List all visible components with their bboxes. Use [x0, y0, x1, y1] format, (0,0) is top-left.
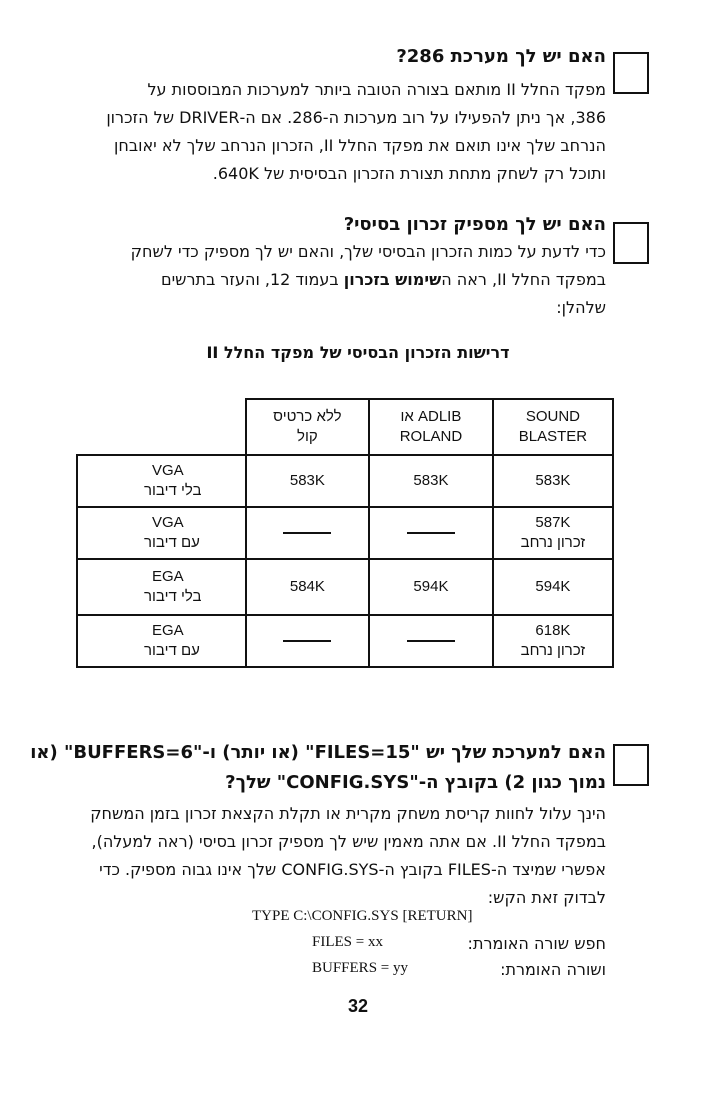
section-body-286 — [44, 76, 606, 188]
table-cell: 584K — [246, 559, 369, 615]
table-cell: 587K זכרון נרחב — [493, 507, 613, 559]
body-line: אפשרי שמיצד ה-FILES בקובץ ה-CONFIG.SYS שלך אינו גבוה מספיק. כדי — [99, 860, 606, 879]
section-heading-config-sys-line2: נמוך כגון 2) בקובץ ה-"CONFIG.SYS" שלך? — [225, 772, 606, 793]
row-label: VGA עם דיבור — [77, 507, 246, 559]
body-line: 386, אך ניתן להפעילו על רוב מערכות ה-286. אם ה-DRIVER של הזכרון — [106, 108, 606, 127]
search-label-buffers: ושורה האומרת: — [500, 960, 606, 979]
body-line: במפקד החלל II, ראה השימוש בזכרון בעמוד 12, והעזר בתרשים — [160, 270, 606, 289]
table-cell: 594K — [369, 559, 493, 615]
table-cell: 583K — [246, 455, 369, 507]
table-row — [77, 615, 613, 667]
search-value-files: FILES = xx — [312, 934, 383, 950]
table-cell: 583K — [369, 455, 493, 507]
dash-mark — [407, 640, 455, 642]
table-cell: 594K — [493, 559, 613, 615]
body-line: לבדוק זאת הקש: — [487, 888, 606, 907]
command-line: TYPE C:\CONFIG.SYS [RETURN] — [252, 908, 473, 924]
row-label: EGA בלי דיבור — [77, 559, 246, 615]
checkbox-config-sys[interactable] — [613, 744, 649, 786]
dash-mark — [283, 640, 331, 642]
search-label-files: חפש שורה האומרת: — [467, 934, 606, 953]
table-cell: 618K זכרון נרחב — [493, 615, 613, 667]
table-row — [77, 559, 613, 615]
checkbox-base-memory[interactable] — [613, 222, 649, 264]
row-label: VGA בלי דיבור — [77, 455, 246, 507]
memory-usage-ref: שימוש בזכרון — [343, 270, 442, 289]
section-heading-286: האם יש לך מערכת 286? — [396, 46, 606, 67]
section-heading-config-sys: האם למערכת שלך יש "FILES=15" (או יותר) ו-"BUFFERS=6" (או — [30, 742, 606, 763]
table-row — [77, 507, 613, 559]
body-line: במפקד החלל II. אם אתה מאמין שיש לך מספיק זכרון בסיסי (ראה למעלה), — [91, 832, 606, 851]
section-heading-base-memory: האם יש לך מספיק זכרון בסיסי? — [343, 214, 606, 235]
search-value-buffers: BUFFERS = yy — [312, 960, 408, 976]
table-cell: 583K — [493, 455, 613, 507]
table-cell-dash — [369, 507, 493, 559]
body-line: שלהלן: — [556, 298, 606, 317]
col-header-sound-blaster: SOUND BLASTER — [493, 399, 613, 455]
table-row — [77, 455, 613, 507]
section-body-base-memory — [44, 238, 606, 322]
table-header-row — [77, 399, 613, 455]
table-cell-dash — [246, 507, 369, 559]
dash-mark — [283, 532, 331, 534]
section-body-config-sys — [44, 800, 606, 912]
dash-mark — [407, 532, 455, 534]
memory-requirements-table — [76, 398, 614, 668]
col-header-adlib-roland: ADLIB או ROLAND — [369, 399, 493, 455]
table-cell-dash — [369, 615, 493, 667]
page-number: 32 — [347, 996, 369, 1016]
table-cell-dash — [246, 615, 369, 667]
checkbox-286[interactable] — [613, 52, 649, 94]
body-line: ותוכל רק לשחק מתחת תצורת הזכרון הבסיסית של 640K. — [212, 164, 606, 183]
table-title: דרישות הזכרון הבסיסי של מפקד החלל II — [206, 343, 510, 362]
body-line: הינך עלול לחוות קריסת משחק מקרית או תקלת הקצאת זכרון בזמן המשחק — [90, 804, 606, 823]
row-label: EGA עם דיבור — [77, 615, 246, 667]
body-line: הנרחב שלך אינו תואם את מפקד החלל II, הזכרון הנרחב שלך לא יאובחן — [114, 136, 606, 155]
col-header-no-sound: ללא כרטיס קול — [246, 399, 369, 455]
body-line: מפקד החלל II מותאם בצורה הטובה ביותר למערכות המבוססות על — [147, 80, 606, 99]
body-line: כדי לדעת על כמות הזכרון הבסיסי שלך, והאם יש לך מספיק כדי לשחק — [130, 242, 606, 261]
